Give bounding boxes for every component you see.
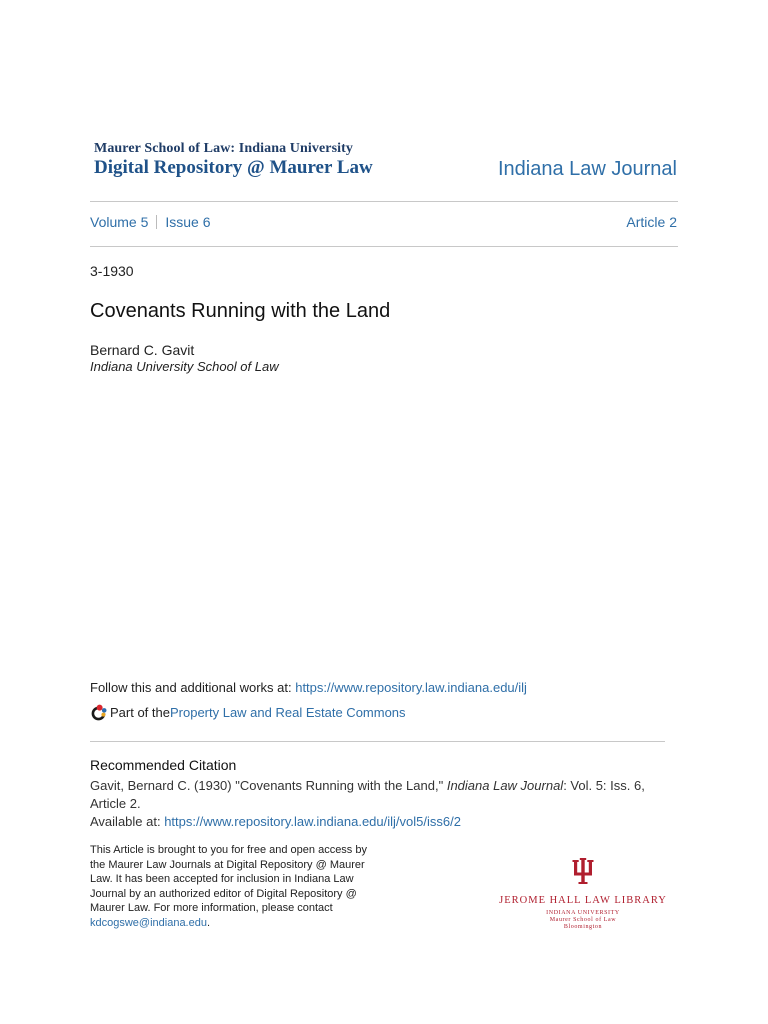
citation-url-link[interactable]: https://www.repository.law.indiana.edu/ilj/vol5/iss6/2	[164, 814, 461, 829]
author-name: Bernard C. Gavit	[90, 342, 195, 358]
access-notice-text: This Article is brought to you for free and open access by the Maurer Law Journals at Digital Repository @ Maurer Law. It has been accepted for inclusion in Indiana Law Journal by an authorized editor of Digital Repository @ Maurer Law. For more information, please contact	[90, 844, 367, 915]
separator	[156, 215, 157, 229]
library-logo[interactable]	[496, 858, 670, 931]
follow-line	[90, 680, 527, 695]
available-prefix: Available at:	[90, 814, 165, 829]
access-notice	[90, 843, 380, 931]
article-link[interactable]: Article 2	[626, 214, 677, 230]
part-of-prefix: Part of the	[110, 705, 170, 720]
network-commons-icon	[90, 704, 107, 721]
library-school: Maurer School of Law	[549, 917, 617, 923]
volume-issue-nav	[90, 214, 211, 230]
volume-link[interactable]: Volume 5	[90, 214, 149, 230]
citation-journal: Indiana Law Journal	[446, 778, 564, 793]
library-name: JEROME HALL LAW LIBRARY	[499, 895, 667, 906]
iu-trident-icon	[572, 858, 594, 884]
citation-volume: : Vol. 5: Iss. 6, Article 2.	[90, 778, 645, 811]
divider	[90, 201, 678, 202]
journal-link[interactable]: Indiana Law Journal	[497, 158, 677, 180]
publication-date: 3-1930	[90, 263, 134, 279]
follow-prefix: Follow this and additional works at:	[90, 680, 296, 695]
issue-link[interactable]: Issue 6	[165, 214, 211, 230]
author-affiliation: Indiana University School of Law	[90, 359, 279, 374]
recommended-citation-heading: Recommended Citation	[90, 757, 237, 773]
library-university: INDIANA UNIVERSITY	[546, 910, 620, 916]
commons-link[interactable]: Property Law and Real Estate Commons	[169, 705, 406, 720]
divider	[90, 246, 678, 247]
follow-url-link[interactable]: https://www.repository.law.indiana.edu/ilj	[295, 680, 527, 695]
notice-period: .	[206, 916, 211, 929]
divider	[90, 741, 665, 742]
citation-authors-title: Gavit, Bernard C. (1930) "Covenants Running with the Land,"	[90, 778, 447, 793]
repository-logo-line1[interactable]: Maurer School of Law: Indiana University	[94, 141, 353, 156]
repository-logo-line2[interactable]: Digital Repository @ Maurer Law	[94, 157, 373, 178]
contact-email-link[interactable]: kdcogswe@indiana.edu	[90, 916, 207, 929]
article-title: Covenants Running with the Land	[90, 300, 391, 322]
library-location: Bloomington	[563, 924, 603, 930]
part-of-line	[90, 704, 406, 721]
citation-text	[90, 777, 680, 831]
